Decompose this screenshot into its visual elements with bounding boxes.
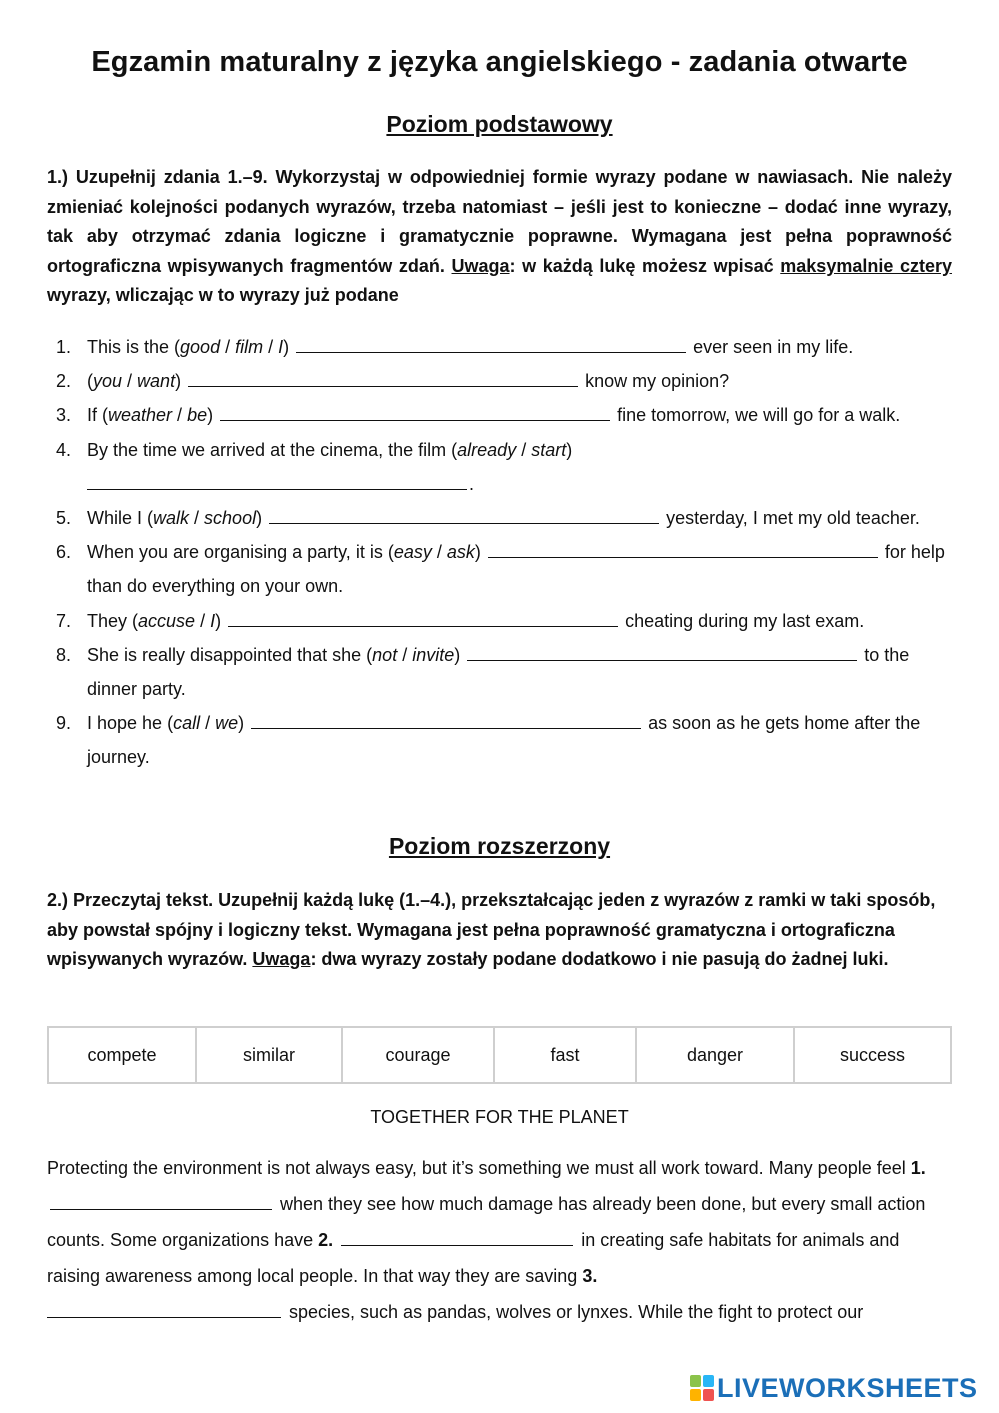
list-item: 8. She is really disappointed that she (not / invite) to the dinner party.	[47, 638, 952, 706]
text-fragment: when they see how much damage has already been done, but every small action counts. Some organizations have	[47, 1194, 926, 1250]
prompt-word: want	[137, 371, 176, 392]
word-box-cell: compete	[48, 1027, 196, 1083]
item-text: )	[207, 405, 214, 426]
item-number: 8.	[56, 644, 72, 665]
instruction-note: Uwaga	[451, 255, 510, 276]
list-item: 6. When you are organising a party, it is (easy / ask) for help than do everything on your own.	[47, 535, 952, 603]
item-text: They (	[87, 610, 139, 631]
item-number: 6.	[56, 542, 72, 563]
word-box-cell: danger	[636, 1027, 794, 1083]
instruction-text: : w każdą lukę możesz wpisać	[509, 255, 781, 276]
word-box-cell: courage	[342, 1027, 494, 1083]
gap-blank-1[interactable]	[50, 1195, 272, 1210]
logo-text: LIVEWORKSHEETS	[717, 1372, 978, 1403]
word-box-cell: success	[794, 1027, 951, 1083]
section1-instruction	[47, 163, 952, 311]
item-number: 5.	[56, 508, 72, 529]
text-fragment: species, such as pandas, wolves or lynxes. While the fight to protect our	[284, 1302, 864, 1322]
list-item: 9. I hope he (call / we) as soon as he gets home after the journey.	[47, 706, 952, 774]
text-title: TOGETHER FOR THE PLANET	[370, 1107, 629, 1127]
instruction-note: Uwaga	[252, 949, 311, 970]
word-box	[47, 1026, 952, 1084]
item-number: 7.	[56, 610, 72, 631]
item-text: By the time we arrived at the cinema, the film (	[87, 439, 458, 460]
item-text: )	[175, 371, 182, 392]
item-text: )	[238, 713, 245, 734]
instruction-text: wyrazy, wliczając w to wyrazy już podane	[47, 285, 399, 306]
item-text: )	[474, 542, 481, 563]
item-text: She is really disappointed that she (	[87, 644, 373, 665]
item-text: )	[283, 337, 290, 357]
prompt-word: not	[372, 644, 398, 665]
prompt-word: accuse	[138, 610, 196, 631]
item-text: This is the (	[87, 337, 181, 357]
prompt-word: ask	[446, 542, 475, 563]
item-text: )	[566, 439, 573, 460]
liveworksheets-logo	[690, 1373, 978, 1403]
prompt-word: be	[187, 405, 208, 426]
item-text: yesterday, I met my old teacher.	[666, 508, 920, 529]
item-text: While I (	[87, 508, 154, 529]
logo-icon-square	[690, 1389, 701, 1401]
instruction-text: 2.) Przeczytaj tekst. Uzupełnij każdą lukę (1.–4.), przekształcając jeden z wyrazów z ramki w taki sposób, aby powstał spójny i logiczny tekst. Wymagana jest pełna poprawność gramatyczna i ortograficzna wpisywanych wyrazów.	[47, 890, 936, 970]
item-text: for help than do everything on your own.	[87, 542, 945, 597]
prompt-word: school	[204, 508, 257, 529]
instruction-text: : dwa wyrazy zostały podane dodatkowo i nie pasują do żadnej luki.	[310, 949, 889, 970]
section1-heading: Poziom podstawowy	[386, 111, 613, 137]
prompt-word: I	[278, 337, 284, 357]
answer-blank[interactable]	[220, 406, 610, 421]
prompt-word: already	[457, 439, 517, 460]
item-text: When you are organising a party, it is (	[87, 542, 394, 563]
item-text: .	[469, 473, 475, 494]
prompt-word: I	[210, 610, 216, 631]
section2-heading: Poziom rozszerzony	[388, 833, 611, 859]
answer-blank[interactable]	[188, 372, 578, 387]
liveworksheets-logo-icon	[690, 1375, 714, 1401]
text-fragment: Protecting the environment is not always easy, but it’s something we must all work toward. Many people feel	[47, 1158, 911, 1178]
section2-instruction	[47, 886, 952, 975]
item-text: )	[215, 610, 222, 631]
item-number: 2.	[56, 371, 72, 392]
answer-blank[interactable]	[296, 338, 686, 353]
item-text: ever seen in my life.	[693, 337, 854, 357]
list-item: 4. By the time we arrived at the cinema, the film (already / start) .	[47, 433, 952, 501]
item-number: 1.	[56, 337, 72, 357]
list-item: 5. While I (walk / school) yesterday, I met my old teacher.	[47, 501, 952, 535]
item-text: (	[87, 371, 93, 392]
answer-blank[interactable]	[488, 543, 878, 558]
prompt-word: you	[93, 371, 123, 392]
word-box-cell: similar	[196, 1027, 342, 1083]
item-text: )	[454, 644, 461, 665]
item-number: 4.	[56, 439, 72, 460]
gap-number: 1.	[910, 1158, 926, 1178]
prompt-word: good	[180, 337, 221, 357]
item-text: as soon as he gets home after the journey.	[87, 713, 921, 768]
page-title: Egzamin maturalny z języka angielskiego - zadania otwarte	[91, 46, 908, 78]
item-number: 3.	[56, 405, 72, 426]
list-item: 3. If (weather / be) fine tomorrow, we will go for a walk.	[47, 398, 952, 432]
answer-blank[interactable]	[269, 509, 659, 524]
logo-icon-square	[703, 1389, 714, 1401]
prompt-word: invite	[412, 644, 455, 665]
answer-blank[interactable]	[467, 646, 857, 661]
item-text: cheating during my last exam.	[625, 610, 865, 631]
answer-blank[interactable]	[251, 714, 641, 729]
logo-icon-square	[690, 1375, 701, 1387]
instruction-max-words: maksymalnie cztery	[780, 255, 952, 276]
prompt-word: easy	[393, 542, 432, 563]
gap-number: 3.	[582, 1266, 598, 1286]
prompt-word: we	[215, 713, 239, 734]
item-text: know my opinion?	[585, 371, 730, 392]
prompt-word: film	[235, 337, 264, 357]
prompt-word: walk	[153, 508, 190, 529]
gap-number: 2.	[318, 1230, 334, 1250]
gap-blank-3[interactable]	[47, 1303, 281, 1318]
list-item: 1. This is the (good / film / I) ever seen in my life.	[47, 330, 952, 364]
item-text: fine tomorrow, we will go for a walk.	[617, 405, 901, 426]
reading-text	[47, 1150, 952, 1330]
sentence-list	[47, 330, 952, 775]
item-text: If (	[87, 405, 108, 426]
answer-blank[interactable]	[87, 475, 467, 490]
text-fragment: in creating safe habitats for animals and raising awareness among local people. In that way they are saving	[47, 1230, 900, 1286]
item-number: 9.	[56, 713, 72, 734]
item-text: to the dinner party.	[87, 644, 910, 700]
prompt-word: weather	[108, 405, 173, 426]
instruction-text: 1.) Uzupełnij zdania 1.–9. Wykorzystaj w odpowiedniej formie wyrazy podane w nawiasach. Nie należy zmieniać kolejności podanych wyrazów, trzeba natomiast – jeśli jest to konieczne – dodać inne wyrazy, tak aby otrzymać zdania logiczne i gramatycznie poprawne. Wymagana jest pełna poprawność ortograficzna wpisywanych fragmentów zdań.	[47, 167, 952, 276]
item-text: )	[256, 508, 263, 529]
gap-blank-2[interactable]	[341, 1231, 573, 1246]
prompt-word: start	[531, 439, 567, 460]
item-text: I hope he (	[87, 713, 174, 734]
answer-blank[interactable]	[228, 612, 618, 627]
list-item: 2. (you / want) know my opinion?	[47, 364, 952, 398]
logo-icon-square	[703, 1375, 714, 1387]
word-box-cell: fast	[494, 1027, 636, 1083]
prompt-word: call	[173, 713, 201, 734]
list-item: 7. They (accuse / I) cheating during my last exam.	[47, 604, 952, 638]
